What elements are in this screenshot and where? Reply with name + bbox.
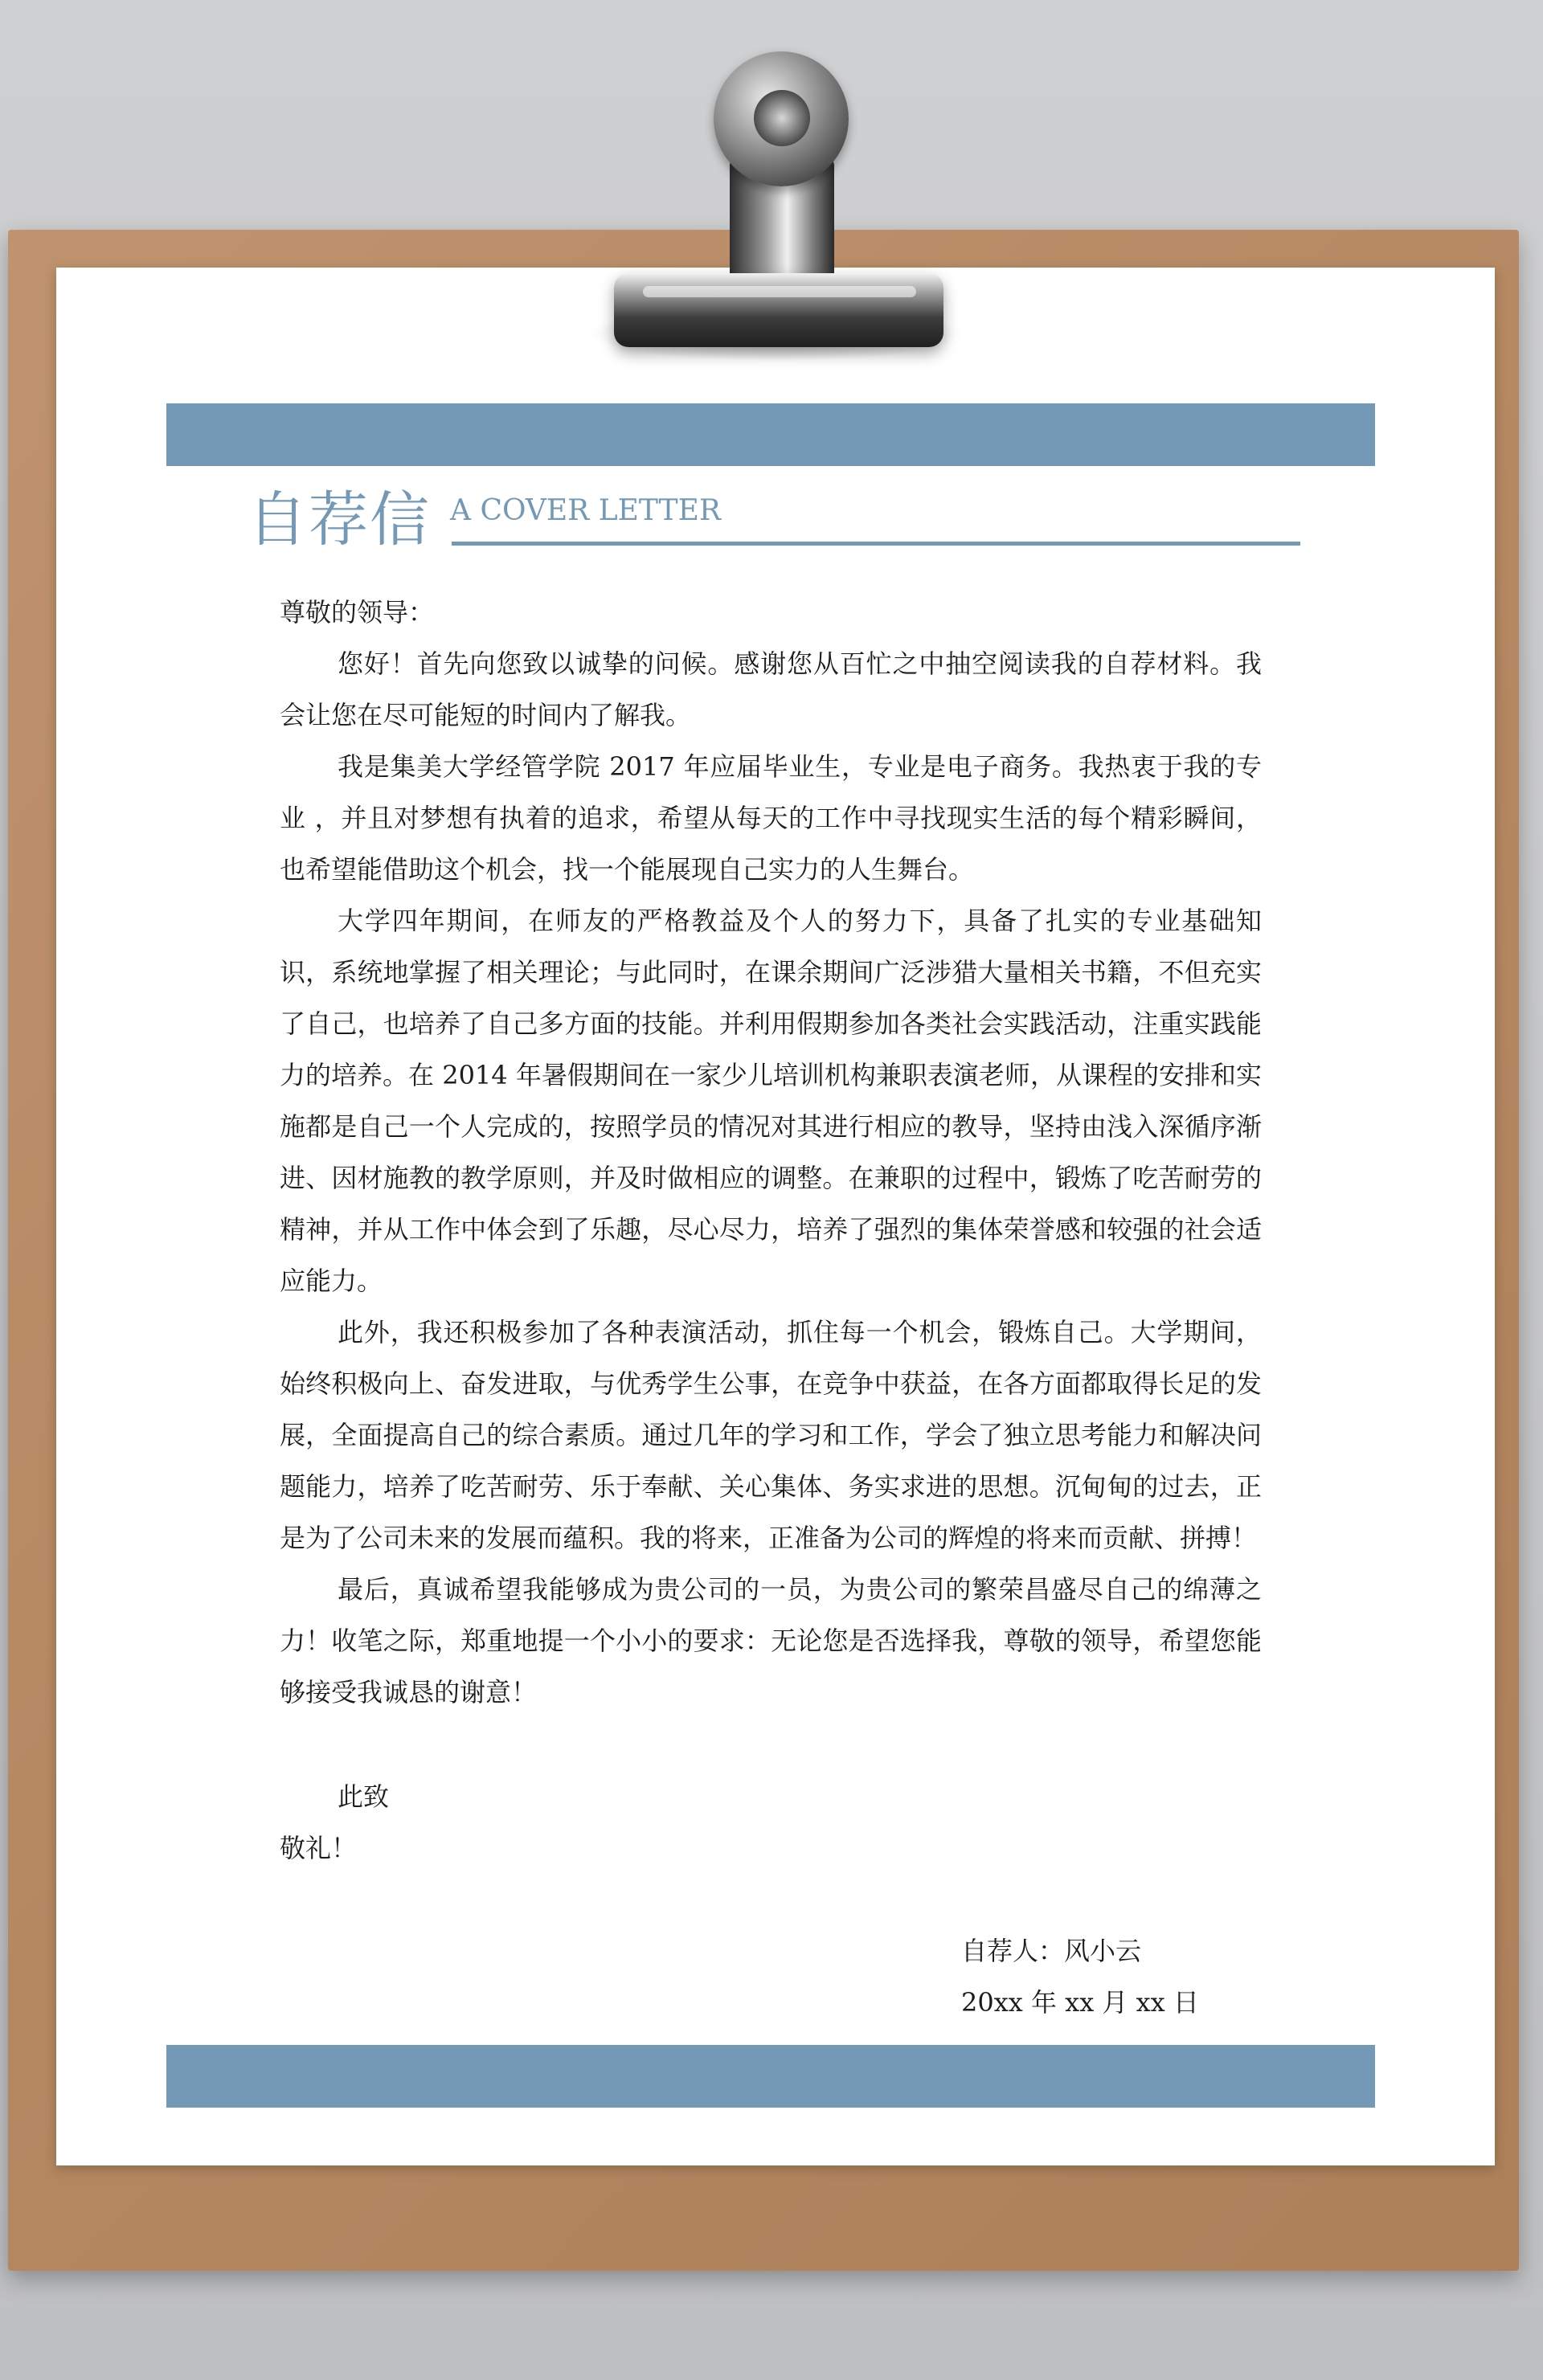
closing-line-1: 此致 — [338, 1781, 390, 1812]
footer-band — [166, 2045, 1375, 2108]
paragraph-2: 我是集美大学经管学院 2017 年应届毕业生，专业是电子商务。我热衷于我的专业 ，并且对梦想有执着的追求，希望从每天的工作中寻找现实生活的每个精彩瞬间，也希望能借助这个机会，找一个能展现自己实力的人生舞台。 — [280, 751, 1262, 885]
closing-line-2: 敬礼！ — [280, 1833, 358, 1863]
page-title: 自荐信 — [248, 485, 431, 554]
salutation: 尊敬的领导： — [280, 597, 435, 628]
clip-highlight — [643, 286, 916, 297]
paragraph-4: 此外，我还积极参加了各种表演活动，抓住每一个机会，锻炼自己。大学期间，始终积极向上、奋发进取，与优秀学生公事，在竞争中获益，在各方面都取得长足的发展，全面提高自己的综合素质。通过几年的学习和工作，学会了独立思考能力和解决问题能力，培养了吃苦耐劳、乐于奉献、关心集体、务实求进的思想。沉甸甸的过去，正是为了公司未来的发展而蕴积。我的将来，正准备为公司的辉煌的将来而贡献、拼搏！ — [280, 1317, 1262, 1553]
paragraph-5: 最后，真诚希望我能够成为贵公司的一员，为贵公司的繁荣昌盛尽自己的绵薄之力！收笔之际，郑重地提一个小小的要求：无论您是否选择我，尊敬的领导，希望您能够接受我诚恳的谢意！ — [280, 1574, 1262, 1707]
title-underline — [452, 542, 1300, 546]
signer-name: 自荐人：风小云 — [961, 1936, 1142, 1966]
spacer — [280, 1718, 1262, 1771]
letter-date: 20xx 年 xx 月 xx 日 — [961, 1987, 1199, 2018]
paragraph-1: 您好！首先向您致以诚挚的问候。感谢您从百忙之中抽空阅读我的自荐材料。我会让您在尽可能短的时间内了解我。 — [280, 648, 1262, 730]
signature-block — [961, 1925, 1199, 2028]
header-band — [166, 403, 1375, 466]
paragraph-3: 大学四年期间，在师友的严格教益及个人的努力下，具备了扎实的专业基础知识，系统地掌握了相关理论；与此同时，在课余期间广泛涉猎大量相关书籍，不但充实了自己，也培养了自己多方面的技能。并利用假期参加各类社会实践活动，注重实践能力的培养。在 2014 年暑假期间在一家少儿培训机构兼职表演老师，从课程的安排和实施都是自己一个人完成的，按照学员的情况对其进行相应的教导，坚持由浅入深循序渐进、因材施教的教学原则，并及时做相应的调整。在兼职的过程中，锻炼了吃苦耐劳的精神，并从工作中体会到了乐趣，尽心尽力，培养了强烈的集体荣誉感和较强的社会适应能力。 — [280, 906, 1262, 1296]
page-subtitle: A COVER LETTER — [450, 494, 721, 527]
clip-ring-hole — [754, 90, 810, 146]
clip-body — [614, 273, 943, 347]
letter-body — [280, 587, 1262, 1874]
